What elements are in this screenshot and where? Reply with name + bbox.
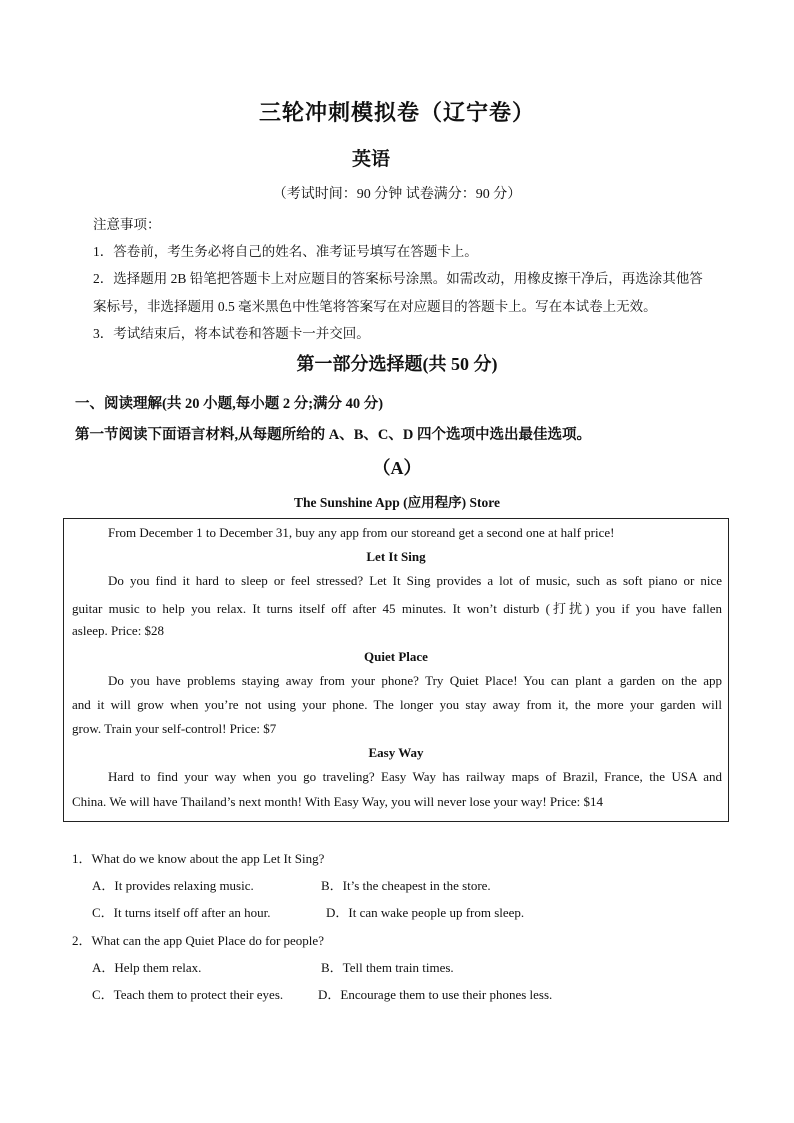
- question-2-option-b[interactable]: B．Tell them train times.: [321, 960, 454, 975]
- app-heading-let-it-sing: Let It Sing: [366, 549, 426, 564]
- section-heading: 一、阅读理解(共 20 小题,每小题 2 分;满分 40 分): [75, 396, 384, 412]
- passage-line: asleep. Price: $28: [72, 623, 165, 638]
- passage-line: grow. Train your self-control! Price: $7: [72, 721, 277, 736]
- app-heading-quiet-place: Quiet Place: [364, 649, 428, 664]
- question-2-stem: 2．What can the app Quiet Place do for people?: [72, 933, 324, 948]
- app-heading-easy-way: Easy Way: [368, 745, 424, 760]
- notice-item-3: 3．考试结束后，将本试卷和答题卡一并交回。: [93, 326, 370, 341]
- notice-item-2-line-2: 案标号，非选择题用 0.5 毫米黑色中性笔将答案写在对应题目的答题卡上。写在本试卷上无效。: [93, 299, 657, 314]
- passage-line: China. We will have Thailand’s next month! With Easy Way, you will never lose your way! Price: $14: [72, 794, 604, 809]
- passage-intro: From December 1 to December 31, buy any app from our storeand get a second one at half price!: [108, 525, 615, 540]
- notice-item-2-line-1: 2．选择题用 2B 铅笔把答题卡上对应题目的答案标号涂黑。如需改动，用橡皮擦干净后，再选涂其他答: [93, 271, 703, 286]
- question-1-option-c[interactable]: C．It turns itself off after an hour.: [92, 905, 271, 920]
- question-1-option-a[interactable]: A．It provides relaxing music.: [92, 878, 254, 893]
- passage-line: Do you find it hard to sleep or feel stressed? Let It Sing provides a lot of music, such as soft piano or nice: [108, 573, 722, 588]
- exam-time-info: （考试时间：90 分钟 试卷满分：90 分）: [272, 187, 522, 202]
- notice-heading: 注意事项：: [93, 217, 161, 232]
- page-title: 三轮冲刺模拟卷（辽宁卷）: [258, 100, 535, 125]
- passage-box: [63, 518, 729, 822]
- passage-line: Hard to find your way when you go traveling? Easy Way has railway maps of Brazil, France, the USA and: [108, 769, 722, 784]
- notice-item-1: 1．答卷前，考生务必将自己的姓名、准考证号填写在答题卡上。: [93, 244, 478, 259]
- passage-line: and it will grow when you’re not using your phone. The longer you stay away from it, the more your garden will: [72, 697, 722, 712]
- passage-line: Do you have problems staying away from your phone? Try Quiet Place! You can plant a garden on the app: [108, 673, 722, 688]
- part-one-title: 第一部分选择题(共 50 分): [296, 354, 498, 374]
- subject-text: 英语: [351, 149, 390, 170]
- section-instruction: 第一节阅读下面语言材料,从每题所给的 A、B、C、D 四个选项中选出最佳选项。: [75, 427, 591, 443]
- passage-label: （A）: [372, 458, 422, 478]
- passage-title: The Sunshine App (应用程序) Store: [293, 495, 501, 510]
- question-1-stem: 1．What do we know about the app Let It Sing?: [72, 851, 325, 866]
- question-1-option-b[interactable]: B．It’s the cheapest in the store.: [321, 878, 491, 893]
- subject-label: [0, 144, 794, 171]
- question-2-option-d[interactable]: D．Encourage them to use their phones less.: [318, 987, 553, 1002]
- question-2-option-c[interactable]: C．Teach them to protect their eyes.: [92, 987, 284, 1002]
- question-2-option-a[interactable]: A．Help them relax.: [92, 960, 202, 975]
- question-1-option-d[interactable]: D．It can wake people up from sleep.: [326, 905, 525, 920]
- passage-line: guitar music to help you relax. It turns itself off after 45 minutes. It won’t disturb (打扰) you if you have fallen: [72, 601, 722, 616]
